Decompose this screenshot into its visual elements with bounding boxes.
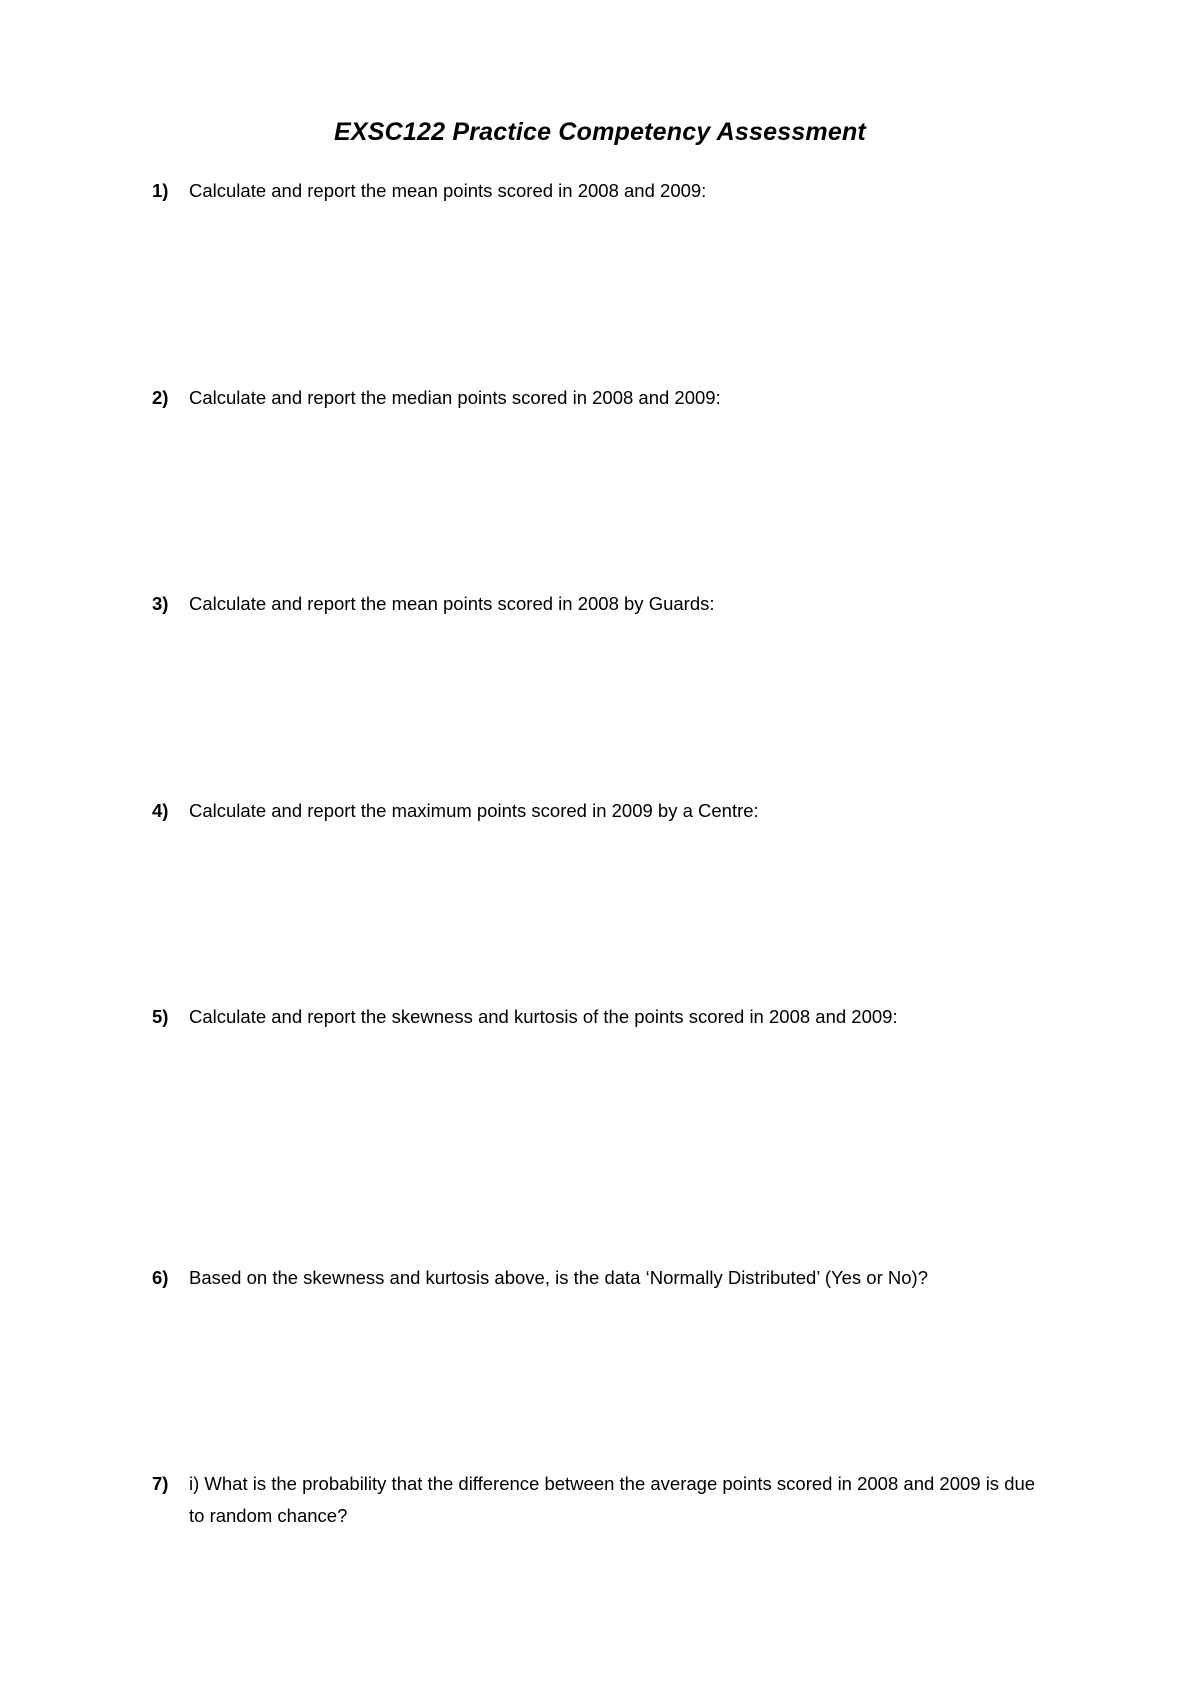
question-text: Based on the skewness and kurtosis above, is the data ‘Normally Distributed’ (Yes or No)?	[189, 1267, 928, 1288]
question-text: Calculate and report the skewness and kurtosis of the points scored in 2008 and 2009:	[189, 1006, 898, 1027]
question-number: 4)	[152, 800, 169, 821]
question-number: 3)	[152, 593, 169, 614]
question-item	[152, 1468, 1052, 1532]
question-item	[152, 382, 1052, 414]
question-number: 6)	[152, 1267, 169, 1288]
question-text: Calculate and report the maximum points scored in 2009 by a Centre:	[189, 800, 759, 821]
question-item	[152, 795, 1052, 827]
question-number: 5)	[152, 1006, 169, 1027]
question-text: i) What is the probability that the difference between the average points scored in 2008 and 2009 is due to random chance?	[189, 1473, 1036, 1526]
question-item	[152, 588, 1052, 620]
question-text: Calculate and report the median points scored in 2008 and 2009:	[189, 387, 721, 408]
question-text: Calculate and report the mean points scored in 2008 by Guards:	[189, 593, 715, 614]
question-number: 1)	[152, 180, 169, 201]
question-item	[152, 1262, 1052, 1294]
page-title: EXSC122 Practice Competency Assessment	[334, 118, 866, 146]
question-number: 2)	[152, 387, 169, 408]
question-item	[152, 1001, 1052, 1033]
question-item	[152, 175, 1052, 207]
question-number: 7)	[152, 1473, 169, 1494]
question-text: Calculate and report the mean points scored in 2008 and 2009:	[189, 180, 707, 201]
